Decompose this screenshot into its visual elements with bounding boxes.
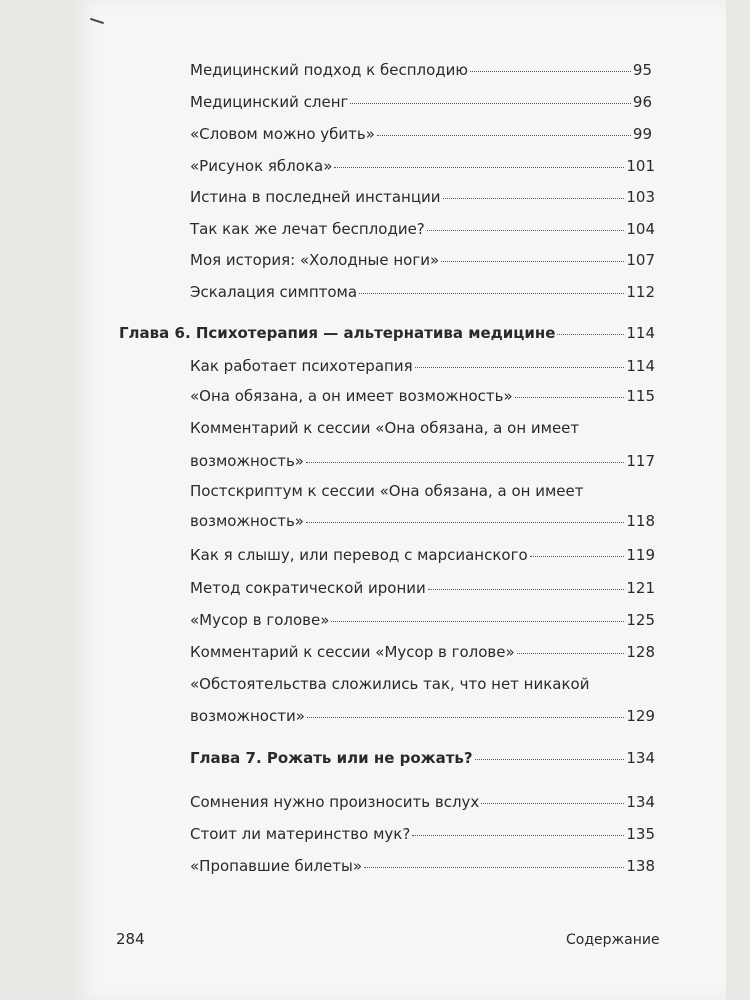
toc-entry-page: 135 bbox=[626, 825, 655, 843]
toc-entry-page: 104 bbox=[626, 220, 655, 238]
toc-entry bbox=[190, 250, 655, 270]
toc-entry-title: возможность» bbox=[190, 452, 304, 470]
leader-dots bbox=[481, 803, 624, 804]
leader-dots bbox=[530, 556, 625, 557]
toc-entry-page: 114 bbox=[626, 357, 655, 375]
toc-entry-title: Метод сократической иронии bbox=[190, 579, 426, 597]
toc-entry-title: Истина в последней инстанции bbox=[190, 188, 441, 206]
toc-entry-title: Эскалация симптома bbox=[190, 283, 358, 301]
running-title: Содержание bbox=[566, 932, 660, 948]
leader-dots bbox=[307, 717, 624, 718]
toc-entry-title: возможность» bbox=[190, 512, 304, 530]
toc-entry bbox=[190, 451, 655, 471]
leader-dots bbox=[557, 334, 624, 335]
toc-entry-page: 95 bbox=[632, 61, 652, 79]
toc-entry bbox=[190, 792, 655, 812]
toc-entry-page: 121 bbox=[626, 579, 655, 597]
toc-entry-title: Сомнения нужно произносить вслух bbox=[190, 793, 480, 811]
toc-chapter-page: 134 bbox=[626, 749, 655, 767]
leader-dots bbox=[475, 759, 625, 760]
toc-entry bbox=[190, 545, 655, 565]
toc-chapter-page: 114 bbox=[626, 324, 655, 342]
toc-chapter bbox=[119, 323, 655, 343]
toc-entry-page: 117 bbox=[626, 452, 655, 470]
toc-entry-page: 103 bbox=[626, 188, 655, 206]
page-number: 284 bbox=[116, 930, 145, 948]
toc-entry-title: «Словом можно убить» bbox=[190, 125, 375, 143]
leader-dots bbox=[377, 135, 631, 136]
leader-dots bbox=[428, 589, 625, 590]
toc-entry-title: Как я слышу, или перевод с марсианского bbox=[190, 546, 528, 564]
toc-entry-title: Медицинский сленг bbox=[190, 93, 349, 111]
leader-dots bbox=[515, 397, 625, 398]
leader-dots bbox=[306, 522, 624, 523]
toc-chapter bbox=[190, 748, 655, 768]
leader-dots bbox=[334, 167, 624, 168]
toc-entry bbox=[190, 219, 655, 239]
toc-entry bbox=[190, 578, 655, 598]
toc-entry-title: «Она обязана, а он имеет возможность» bbox=[190, 387, 513, 405]
leader-dots bbox=[412, 835, 624, 836]
leader-dots bbox=[470, 71, 631, 72]
leader-dots bbox=[441, 261, 624, 262]
toc-entry-title: Комментарий к сессии «Мусор в голове» bbox=[190, 643, 515, 661]
toc-entry bbox=[190, 92, 652, 112]
toc-entry-title: Моя история: «Холодные ноги» bbox=[190, 251, 440, 269]
leader-dots bbox=[364, 867, 624, 868]
leader-dots bbox=[331, 621, 624, 622]
toc-entry bbox=[190, 386, 655, 406]
toc-entry-page: 112 bbox=[626, 283, 655, 301]
toc-entry bbox=[190, 511, 655, 531]
toc-entry bbox=[190, 187, 655, 207]
toc-entry-title: Как работает психотерапия bbox=[190, 357, 413, 375]
toc-entry-title: «Рисунок яблока» bbox=[190, 157, 333, 175]
toc-entry-title: Стоит ли материнство мук? bbox=[190, 825, 411, 843]
toc-entry-page: 128 bbox=[626, 643, 655, 661]
toc-entry-page: 107 bbox=[626, 251, 655, 269]
leader-dots bbox=[415, 367, 625, 368]
leader-dots bbox=[359, 293, 624, 294]
leader-dots bbox=[350, 103, 631, 104]
toc-entry bbox=[190, 856, 655, 876]
toc-entry bbox=[190, 642, 655, 662]
toc-entry-page: 96 bbox=[632, 93, 652, 111]
toc-entry-page: 99 bbox=[632, 125, 652, 143]
toc-entry bbox=[190, 706, 655, 726]
toc-entry-title-line1: Комментарий к сессии «Она обязана, а он имеет bbox=[190, 419, 580, 437]
toc-entry-page: 118 bbox=[626, 512, 655, 530]
toc-entry-page: 125 bbox=[626, 611, 655, 629]
toc-entry bbox=[190, 282, 655, 302]
toc-entry bbox=[190, 356, 655, 376]
toc-entry-page: 129 bbox=[626, 707, 655, 725]
toc-entry-title: возможности» bbox=[190, 707, 305, 725]
toc-entry-title: «Пропавшие билеты» bbox=[190, 857, 363, 875]
toc-entry-page: 119 bbox=[626, 546, 655, 564]
toc-entry-title: «Мусор в голове» bbox=[190, 611, 330, 629]
toc-entry-title-line1: Постскриптум к сессии «Она обязана, а он имеет bbox=[190, 482, 584, 500]
leader-dots bbox=[517, 653, 625, 654]
leader-dots bbox=[306, 462, 624, 463]
toc-entry bbox=[190, 60, 652, 80]
toc-entry-title-line1: «Обстоятельства сложились так, что нет никакой bbox=[190, 675, 590, 693]
leader-dots bbox=[443, 198, 625, 199]
toc-chapter-title: Глава 6. Психотерапия — альтернатива медицине bbox=[119, 324, 556, 342]
toc-entry-page: 134 bbox=[626, 793, 655, 811]
toc-entry bbox=[190, 124, 652, 144]
toc-entry-page: 115 bbox=[626, 387, 655, 405]
toc-entry bbox=[190, 156, 655, 176]
toc-entry-page: 101 bbox=[626, 157, 655, 175]
toc-entry bbox=[190, 824, 655, 844]
leader-dots bbox=[427, 230, 625, 231]
toc-entry-title: Так как же лечат бесплодие? bbox=[190, 220, 425, 238]
toc-entry-page: 138 bbox=[626, 857, 655, 875]
toc-entry bbox=[190, 610, 655, 630]
toc-entry-title: Медицинский подход к бесплодию bbox=[190, 61, 469, 79]
toc-chapter-title: Глава 7. Рожать или не рожать? bbox=[190, 749, 473, 767]
